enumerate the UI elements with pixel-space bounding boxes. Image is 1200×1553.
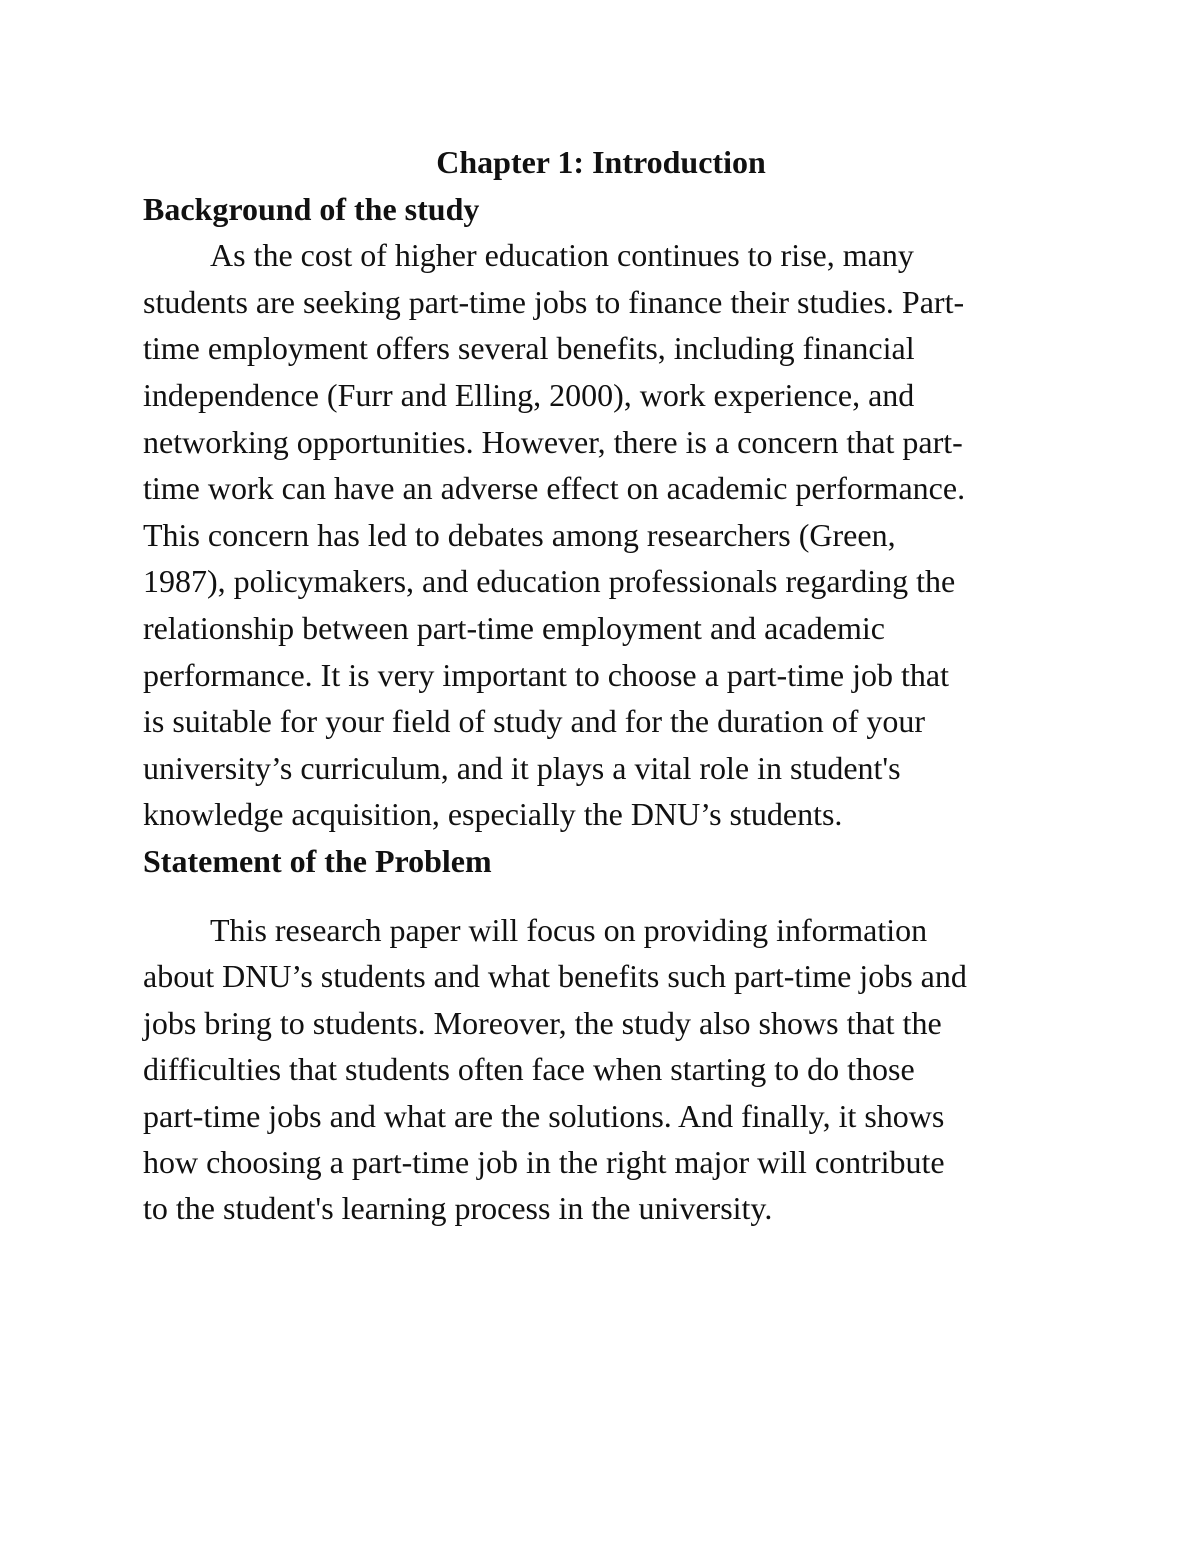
section-heading: Statement of the Problem	[143, 842, 492, 879]
paragraph-line: students are seeking part-time jobs to finance their studies. Part-	[143, 283, 965, 320]
paragraph-line: part-time jobs and what are the solutions. And finally, it shows	[143, 1097, 945, 1134]
paragraph	[143, 907, 1103, 1232]
paragraph-line: networking opportunities. However, there is a concern that part-	[143, 423, 963, 460]
paragraph-line: jobs bring to students. Moreover, the study also shows that the	[143, 1004, 942, 1041]
paragraph-line: to the student's learning process in the university.	[143, 1190, 773, 1227]
paragraph-line: time employment offers several benefits, including financial	[143, 330, 915, 367]
paragraph-line: As the cost of higher education continues to rise, many	[210, 237, 914, 274]
paragraph-line: performance. It is very important to choose a part-time job that	[143, 656, 949, 693]
paragraph-line: knowledge acquisition, especially the DNU’s students.	[143, 796, 843, 833]
paragraph	[143, 232, 1103, 838]
paragraph-line: relationship between part-time employment and academic	[143, 609, 885, 646]
section-problem	[143, 907, 1103, 1232]
section-heading: Background of the study	[143, 190, 480, 227]
section-background	[143, 139, 1103, 885]
paragraph-line: 1987), policymakers, and education professionals regarding the	[143, 563, 956, 600]
paragraph-line: This research paper will focus on providing information	[210, 912, 928, 948]
paragraph-line: time work can have an adverse effect on academic performance.	[143, 470, 966, 507]
paragraph-line: university’s curriculum, and it plays a vital role in student's	[143, 749, 901, 786]
paragraph-line: about DNU’s students and what benefits such part-time jobs and	[143, 958, 967, 995]
chapter-title: Chapter 1: Introduction	[436, 144, 766, 180]
paragraph-line: difficulties that students often face when starting to do those	[143, 1051, 915, 1088]
paragraph-line: is suitable for your field of study and for the duration of your	[143, 703, 926, 740]
paragraph-line: how choosing a part-time job in the right major will contribute	[143, 1143, 945, 1180]
paragraph-line: independence (Furr and Elling, 2000), work experience, and	[143, 376, 915, 413]
paragraph-line: This concern has led to debates among researchers (Green,	[143, 516, 896, 553]
